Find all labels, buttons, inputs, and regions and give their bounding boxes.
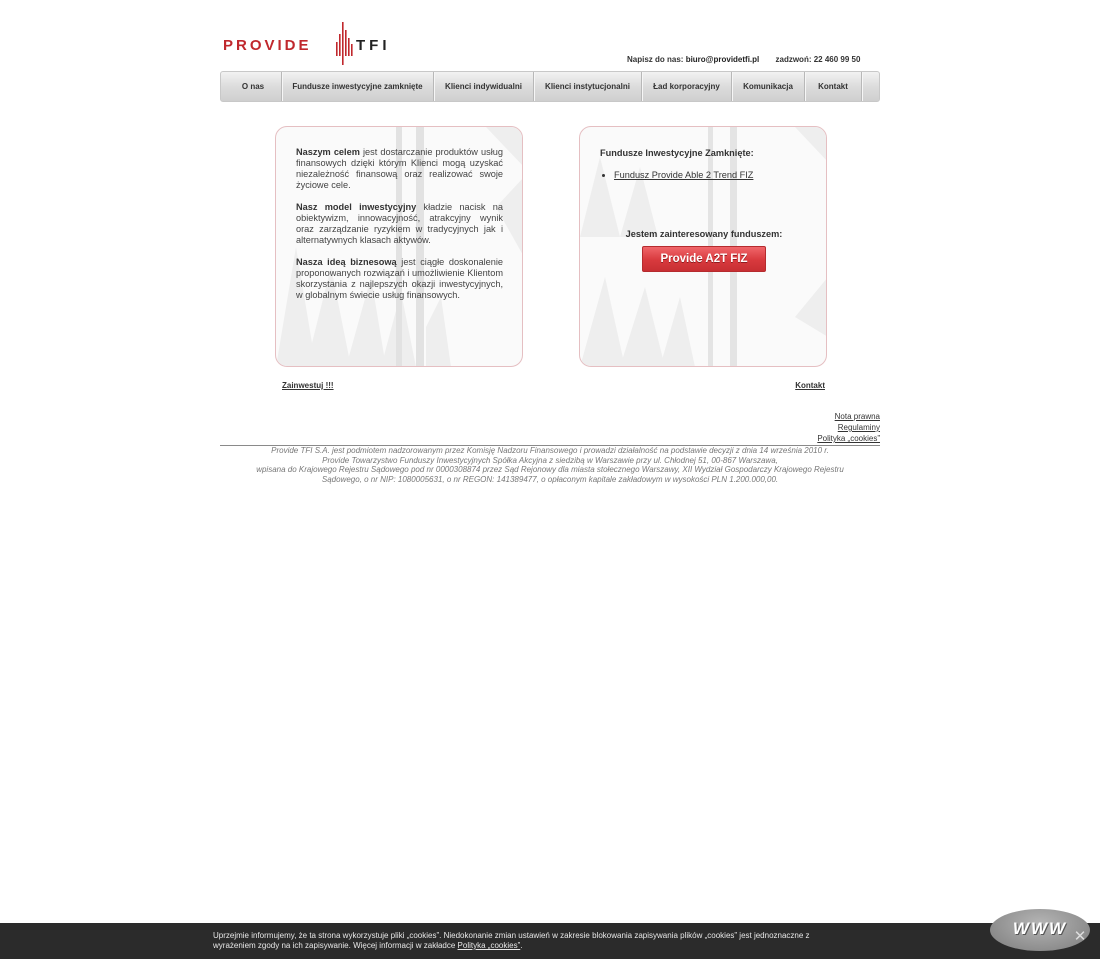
legal-note-link[interactable]: Nota prawna [834,412,880,421]
email-link[interactable]: biuro@providetfi.pl [685,55,760,64]
regulations-link[interactable]: Regulaminy [837,423,880,432]
goal-heading: Naszym celem [296,147,360,157]
about-goal-paragraph [296,147,503,191]
list-item [614,170,753,180]
about-idea-paragraph [296,257,503,301]
contact-link[interactable]: Kontakt [795,381,825,390]
idea-heading: Nasza ideą biznesową [296,257,397,267]
fund-link-able-2-trend[interactable]: Fundusz Provide Able 2 Trend FIZ [614,170,754,180]
idea-text: jest ciągłe doskonalenie proponowanych rozwiązań i umożliwienie Klientom skorzystania z najlepszych okazji inwestycyjnych, w globalnym świecie usług finansowych. [296,257,503,300]
nav-item-kontakt[interactable]: Kontakt [805,72,862,101]
nav-item-komunikacja[interactable]: Komunikacja [732,72,805,101]
logo-bars-icon [327,18,357,68]
nav-item-klienci-indywidualni[interactable]: Klienci indywidualni [434,72,534,101]
cookie-message: Uprzejmie informujemy, że ta strona wykorzystuje pliki „cookies”. Niedokonanie zmian ustawień w zakresie blokowania zapisywania plików „cookies” jest jednoznaczne z wyrażeniem zgody na ich zapisywanie. Więcej informacji w zakładce [213,931,810,950]
write-label: Napisz do nas: [627,55,684,64]
about-model-paragraph [296,202,503,246]
logo-word-tfi: TFI [356,37,391,54]
logo-word-provide: PROVIDE [223,37,312,54]
funds-panel [579,126,827,367]
footer-links [817,411,880,444]
about-text [296,147,503,312]
cookie-text [213,931,853,951]
nav-item-o-nas[interactable]: O nas [225,72,282,101]
nav-item-fundusze[interactable]: Fundusze inwestycyjne zamknięte [282,72,434,101]
provide-a2t-fiz-button[interactable]: Provide A2T FIZ [642,246,766,272]
funds-title: Fundusze Inwestycyjne Zamknięte: [600,148,754,158]
main-nav [220,71,880,102]
interested-label: Jestem zainteresowany funduszem: [625,229,783,239]
nav-item-klienci-instytucjonalni[interactable]: Klienci instytucjonalni [534,72,642,101]
legal-line: Provide Towarzystwo Funduszy Inwestycyjnych Spółka Akcyjna z siedzibą w Warszawie przy ul. Chłodnej 51, 00-867 Warszawa, [322,455,778,465]
phone-number: 22 460 99 50 [813,55,861,64]
cookie-message-end: . [520,941,523,950]
cookie-policy-link[interactable]: Polityka „cookies” [457,941,521,950]
funds-list [604,170,753,180]
legal-info [220,446,880,484]
legal-line: Sądowego, o nr NIP: 1080005631, o nr REGON: 141389477, o opłaconym kapitale zakładowym w wysokości PLN 1.200.000,00. [321,474,779,484]
close-icon[interactable]: ✕ [1073,928,1087,945]
header-contact [627,55,860,64]
about-panel [275,126,523,367]
model-text: kładzie nacisk na obiektywizm, innowacyjność, atrakcyjny wynik oraz zarządzanie ryzykiem w tradycyjnych jak i alternatywnych klasach aktywów. [296,202,503,245]
cookies-policy-link[interactable]: Polityka „cookies” [817,434,880,443]
invest-link[interactable]: Zainwestuj !!! [282,381,334,390]
goal-text: jest dostarczanie produktów usług finansowych dzięki którym Klienci mogą uzyskać niezależność finansową oraz realizować swoje życiowe cele. [296,147,503,190]
call-label: zadzwoń: [775,55,812,64]
cookie-bar [0,923,1100,959]
www-badge: WWW [990,909,1090,951]
legal-line: wpisana do Krajowego Rejestru Sądowego pod nr 0000308874 przez Sąd Rejonowy dla miasta stołecznego Warszawy, XII Wydział Gospodarczy Krajowego Rejestru [256,465,844,475]
nav-item-lad-korporacyjny[interactable]: Ład korporacyjny [642,72,732,101]
model-heading: Nasz model inwestycyjny [296,202,417,212]
legal-line: Provide TFI S.A. jest podmiotem nadzorowanym przez Komisję Nadzoru Finansowego i prowadzi działalność na podstawie decyzji z dnia 14 września 2010 r. [271,446,829,455]
logo[interactable] [222,18,392,68]
